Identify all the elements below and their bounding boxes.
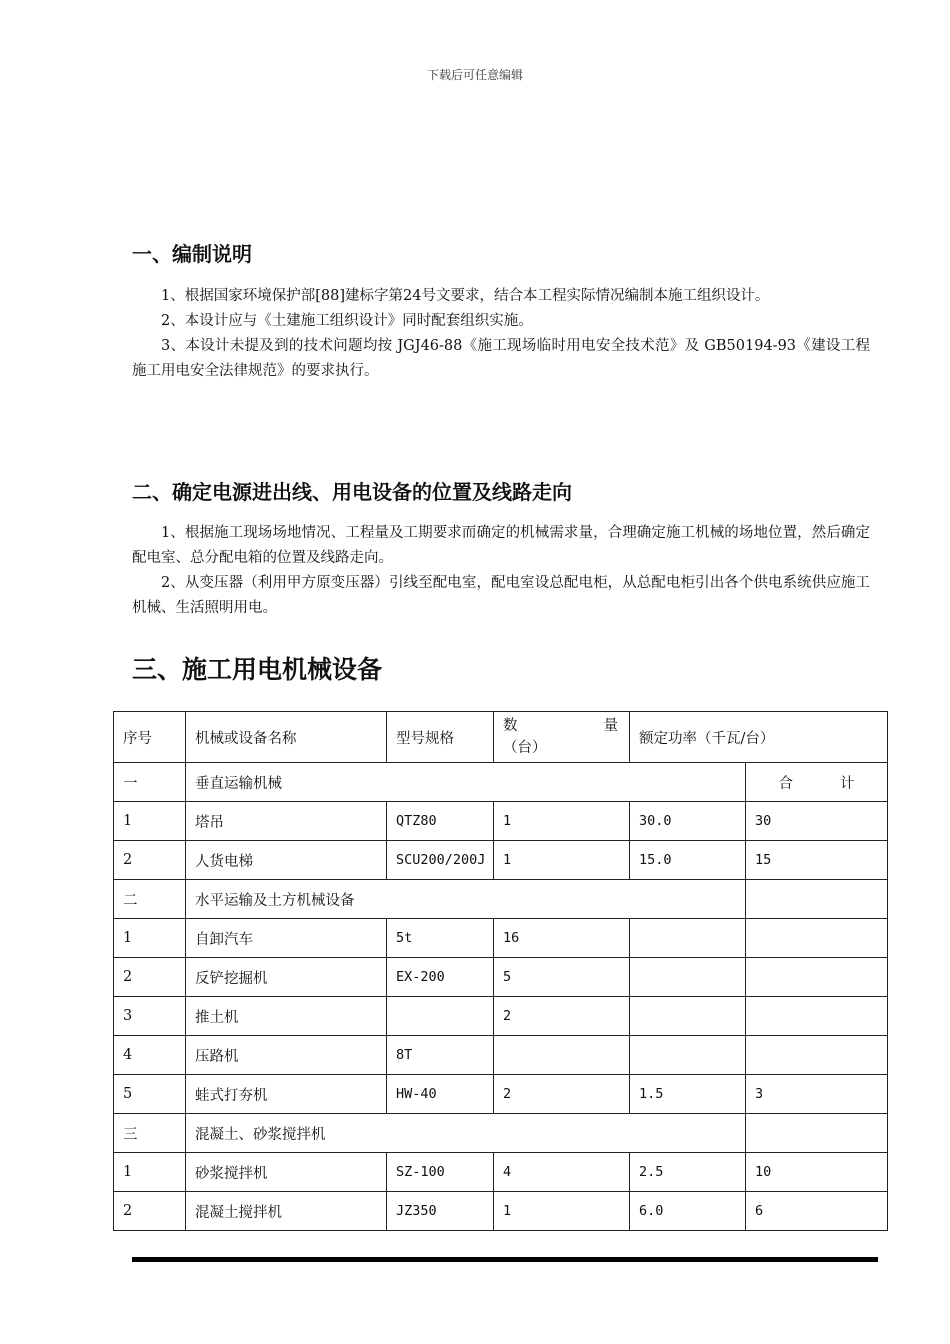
section-title-1: 一、编制说明	[132, 242, 252, 266]
table-row: 1 塔吊 QTZ80 1 30.0 30	[114, 802, 888, 841]
header-name: 机械或设备名称	[186, 712, 387, 763]
header-model: 型号规格	[387, 712, 494, 763]
table-row: 3 推土机 2	[114, 997, 888, 1036]
section-title-2: 二、确定电源进出线、用电设备的位置及线路走向	[132, 480, 572, 504]
group-row	[114, 1114, 888, 1153]
paragraph: 2、本设计应与《土建施工组织设计》同时配套组织实施。	[161, 313, 533, 329]
paragraph: 2、从变压器（利用甲方原变压器）引线至配电室，配电室设总配电柜，从总配电柜引出各个供电系统供应施工机械、生活照明用电。	[132, 575, 870, 616]
table-row: 4 压路机 8T	[114, 1036, 888, 1075]
table-header-row	[114, 712, 888, 763]
table-row: 2 人货电梯 SCU200/200J 1 15.0 15	[114, 841, 888, 880]
group-no: 二	[114, 880, 186, 919]
section-title-3: 三、施工用电机械设备	[132, 655, 383, 684]
paragraph: 1、根据国家环境保护部[88]建标字第24号文要求，结合本工程实际情况编制本施工组织设计。	[161, 288, 770, 304]
group-name: 垂直运输机械	[186, 763, 746, 802]
equipment-table	[113, 711, 888, 1231]
table-row: 2 反铲挖掘机 EX-200 5	[114, 958, 888, 997]
table-row: 1 砂浆搅拌机 SZ-100 4 2.5 10	[114, 1153, 888, 1192]
group-row	[114, 763, 888, 802]
header-power: 额定功率（千瓦/台）	[630, 712, 888, 763]
table-row: 5 蛙式打夯机 HW-40 2 1.5 3	[114, 1075, 888, 1114]
paragraph: 1、根据施工现场场地情况、工程量及工期要求而确定的机械需求量，合理确定施工机械的场地位置，然后确定配电室、总分配电箱的位置及线路走向。	[132, 525, 870, 566]
header-no: 序号	[114, 712, 186, 763]
section-1-body	[132, 284, 870, 384]
bottom-rule	[132, 1257, 878, 1262]
group-no: 三	[114, 1114, 186, 1153]
header-qty: 数 量 （台）	[494, 712, 630, 763]
group-name: 混凝土、砂浆搅拌机	[186, 1114, 746, 1153]
header-note: 下载后可任意编辑	[426, 68, 523, 82]
total-header: 合 计	[746, 763, 888, 802]
group-no: 一	[114, 763, 186, 802]
group-row	[114, 880, 888, 919]
paragraph: 3、本设计未提及到的技术问题均按 JGJ46-88《施工现场临时用电安全技术范》及 GB50194-93《建设工程施工用电安全法律规范》的要求执行。	[132, 338, 870, 379]
section-2-body	[132, 521, 870, 621]
table-row: 1 自卸汽车 5t 16	[114, 919, 888, 958]
group-name: 水平运输及土方机械设备	[186, 880, 746, 919]
table-row: 2 混凝土搅拌机 JZ350 1 6.0 6	[114, 1192, 888, 1231]
